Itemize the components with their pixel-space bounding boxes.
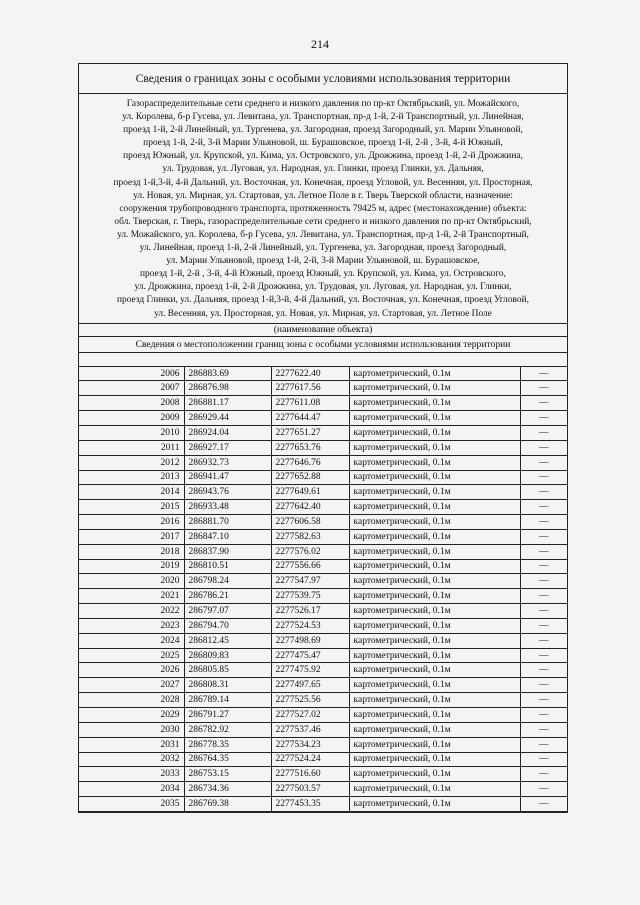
- method-cell: картометрический, 0.1м: [349, 425, 520, 440]
- description-line: ул. Можайского, ул. Королева, б-р Гусева, ул. Левитана, ул. Транспортная, пр-д 1-й, 2-й Транспортный,: [117, 229, 529, 240]
- x-coordinate-cell: 286929.44: [184, 411, 271, 426]
- method-cell: картометрический, 0.1м: [349, 544, 520, 559]
- x-coordinate-cell: 286808.31: [184, 678, 271, 693]
- error-cell: —: [520, 574, 567, 589]
- y-coordinate-cell: 2277534.23: [271, 737, 349, 752]
- error-cell: —: [520, 500, 567, 515]
- y-coordinate-cell: 2277652.88: [271, 470, 349, 485]
- error-cell: —: [520, 381, 567, 396]
- x-coordinate-cell: 286778.35: [184, 737, 271, 752]
- description-line: ул. Линейная, проезд 1-й, 2-й Линейный, ул. Тургенева, ул. Загородная, проезд Загородный,: [139, 243, 507, 254]
- error-cell: —: [520, 663, 567, 678]
- point-number-cell: 2035: [79, 797, 184, 812]
- y-coordinate-cell: 2277516.60: [271, 767, 349, 782]
- error-cell: —: [520, 515, 567, 530]
- error-cell: —: [520, 455, 567, 470]
- table-row: [79, 559, 567, 574]
- point-number-cell: 2008: [79, 396, 184, 411]
- table-row: [79, 381, 567, 396]
- y-coordinate-cell: 2277525.56: [271, 693, 349, 708]
- table-row: [79, 396, 567, 411]
- description-line: проезд Глинки, ул. Дальняя, проезд 1-й,3-й, 4-й Дальний, ул. Восточная, ул. Конечная, проезд Угловой,: [117, 295, 529, 306]
- error-cell: —: [520, 633, 567, 648]
- x-coordinate-cell: 286932.73: [184, 455, 271, 470]
- description-line: сооружения трубопроводного транспорта, протяженность 79425 м, адрес (местонахождение) объекта:: [119, 203, 527, 214]
- point-number-cell: 2019: [79, 559, 184, 574]
- description-line: ул. Королева, б-р Гусева, ул. Левитана, ул. Транспортная, пр-д 1-й, 2-й Транспортный, ул. Линейная,: [122, 112, 524, 123]
- method-cell: картометрический, 0.1м: [349, 455, 520, 470]
- point-number-cell: 2028: [79, 693, 184, 708]
- x-coordinate-cell: 286924.04: [184, 425, 271, 440]
- point-number-cell: 2010: [79, 425, 184, 440]
- x-coordinate-cell: 286805.85: [184, 663, 271, 678]
- y-coordinate-cell: 2277475.47: [271, 648, 349, 663]
- x-coordinate-cell: 286791.27: [184, 708, 271, 723]
- error-cell: —: [520, 752, 567, 767]
- point-number-cell: 2012: [79, 455, 184, 470]
- method-cell: картометрический, 0.1м: [349, 440, 520, 455]
- table-row: [79, 470, 567, 485]
- table-row: [79, 737, 567, 752]
- point-number-cell: 2013: [79, 470, 184, 485]
- x-coordinate-cell: 286782.92: [184, 722, 271, 737]
- method-cell: картометрический, 0.1м: [349, 708, 520, 723]
- table-row: [79, 767, 567, 782]
- error-cell: —: [520, 411, 567, 426]
- method-cell: картометрический, 0.1м: [349, 470, 520, 485]
- method-cell: картометрический, 0.1м: [349, 737, 520, 752]
- error-cell: —: [520, 396, 567, 411]
- error-cell: —: [520, 604, 567, 619]
- point-number-cell: 2033: [79, 767, 184, 782]
- method-cell: картометрический, 0.1м: [349, 722, 520, 737]
- error-cell: —: [520, 589, 567, 604]
- x-coordinate-cell: 286927.17: [184, 440, 271, 455]
- method-cell: картометрический, 0.1м: [349, 648, 520, 663]
- error-cell: —: [520, 722, 567, 737]
- y-coordinate-cell: 2277524.53: [271, 618, 349, 633]
- object-description: [79, 94, 567, 323]
- table-row: [79, 515, 567, 530]
- x-coordinate-cell: 286876.98: [184, 381, 271, 396]
- table-row: [79, 425, 567, 440]
- point-number-cell: 2027: [79, 678, 184, 693]
- zone-boundary-form: [78, 63, 568, 813]
- description-line: проезд 1-й,3-й, 4-й Дальний, ул. Восточная, ул. Конечная, проезд Угловой, ул. Весенняя, ул. Просторная,: [113, 177, 533, 188]
- point-number-cell: 2006: [79, 366, 184, 381]
- x-coordinate-cell: 286809.83: [184, 648, 271, 663]
- x-coordinate-cell: 286933.48: [184, 500, 271, 515]
- table-row: [79, 708, 567, 723]
- x-coordinate-cell: 286764.35: [184, 752, 271, 767]
- x-coordinate-cell: 286734.36: [184, 782, 271, 797]
- point-number-cell: 2021: [79, 589, 184, 604]
- page-number: 214: [311, 37, 329, 51]
- method-cell: картометрический, 0.1м: [349, 515, 520, 530]
- error-cell: —: [520, 737, 567, 752]
- point-number-cell: 2009: [79, 411, 184, 426]
- method-cell: картометрический, 0.1м: [349, 366, 520, 381]
- object-name-label: (наименование объекта): [79, 323, 567, 337]
- description-line: проезд 1-й, 2-й Линейный, ул. Тургенева, ул. Загородная, проезд Загородный, ул. Марии Ульяновой,: [123, 125, 523, 136]
- x-coordinate-cell: 286812.45: [184, 633, 271, 648]
- error-cell: —: [520, 470, 567, 485]
- point-number-cell: 2025: [79, 648, 184, 663]
- point-number-cell: 2031: [79, 737, 184, 752]
- x-coordinate-cell: 286837.90: [184, 544, 271, 559]
- x-coordinate-cell: 286769.38: [184, 797, 271, 812]
- table-row: [79, 485, 567, 500]
- table-row: [79, 663, 567, 678]
- y-coordinate-cell: 2277644.47: [271, 411, 349, 426]
- error-cell: —: [520, 782, 567, 797]
- method-cell: картометрический, 0.1м: [349, 411, 520, 426]
- point-number-cell: 2011: [79, 440, 184, 455]
- point-number-cell: 2007: [79, 381, 184, 396]
- y-coordinate-cell: 2277642.40: [271, 500, 349, 515]
- method-cell: картометрический, 0.1м: [349, 693, 520, 708]
- method-cell: картометрический, 0.1м: [349, 618, 520, 633]
- method-cell: картометрический, 0.1м: [349, 396, 520, 411]
- y-coordinate-cell: 2277653.76: [271, 440, 349, 455]
- point-number-cell: 2014: [79, 485, 184, 500]
- description-line: обл. Тверская, г. Тверь, газораспределительные сети среднего и низкого давления по пр-кт Октябрьский,: [114, 216, 532, 227]
- description-line: ул. Новая, ул. Мирная, ул. Стартовая, ул. Летное Поле в г. Тверь Тверской области, назначение:: [133, 190, 513, 201]
- y-coordinate-cell: 2277524.24: [271, 752, 349, 767]
- method-cell: картометрический, 0.1м: [349, 559, 520, 574]
- table-row: [79, 589, 567, 604]
- table-row: [79, 440, 567, 455]
- table-row: [79, 633, 567, 648]
- method-cell: картометрический, 0.1м: [349, 500, 520, 515]
- y-coordinate-cell: 2277547.97: [271, 574, 349, 589]
- table-row: [79, 693, 567, 708]
- method-cell: картометрический, 0.1м: [349, 604, 520, 619]
- point-number-cell: 2034: [79, 782, 184, 797]
- point-number-cell: 2024: [79, 633, 184, 648]
- y-coordinate-cell: 2277527.02: [271, 708, 349, 723]
- point-number-cell: 2016: [79, 515, 184, 530]
- point-number-cell: 2030: [79, 722, 184, 737]
- coordinates-table: [79, 366, 567, 812]
- error-cell: —: [520, 544, 567, 559]
- y-coordinate-cell: 2277582.63: [271, 529, 349, 544]
- error-cell: —: [520, 559, 567, 574]
- error-cell: —: [520, 485, 567, 500]
- table-row: [79, 604, 567, 619]
- description-line: ул. Весенняя, ул. Просторная, ул. Новая, ул. Мирная, ул. Стартовая, ул. Летное Поле: [154, 308, 492, 319]
- y-coordinate-cell: 2277611.08: [271, 396, 349, 411]
- x-coordinate-cell: 286883.69: [184, 366, 271, 381]
- y-coordinate-cell: 2277649.61: [271, 485, 349, 500]
- table-row: [79, 782, 567, 797]
- point-number-cell: 2023: [79, 618, 184, 633]
- method-cell: картометрический, 0.1м: [349, 767, 520, 782]
- x-coordinate-cell: 286753.15: [184, 767, 271, 782]
- table-row: [79, 678, 567, 693]
- y-coordinate-cell: 2277622.40: [271, 366, 349, 381]
- point-number-cell: 2032: [79, 752, 184, 767]
- x-coordinate-cell: 286847.10: [184, 529, 271, 544]
- table-row: [79, 574, 567, 589]
- x-coordinate-cell: 286943.76: [184, 485, 271, 500]
- method-cell: картометрический, 0.1м: [349, 797, 520, 812]
- method-cell: картометрический, 0.1м: [349, 529, 520, 544]
- point-number-cell: 2026: [79, 663, 184, 678]
- x-coordinate-cell: 286798.24: [184, 574, 271, 589]
- header-spacer: [79, 353, 567, 366]
- error-cell: —: [520, 693, 567, 708]
- x-coordinate-cell: 286786.21: [184, 589, 271, 604]
- point-number-cell: 2029: [79, 708, 184, 723]
- location-section-title: Сведения о местоположении границ зоны с особыми условиями использования территории: [79, 337, 567, 353]
- description-line: ул. Дрожжина, проезд 1-й, 2-й Дрожжина, ул. Трудовая, ул. Луговая, ул. Народная, ул. Глинки,: [134, 282, 512, 293]
- table-row: [79, 411, 567, 426]
- y-coordinate-cell: 2277617.56: [271, 381, 349, 396]
- point-number-cell: 2015: [79, 500, 184, 515]
- point-number-cell: 2022: [79, 604, 184, 619]
- error-cell: —: [520, 678, 567, 693]
- table-row: [79, 752, 567, 767]
- y-coordinate-cell: 2277526.17: [271, 604, 349, 619]
- x-coordinate-cell: 286881.17: [184, 396, 271, 411]
- y-coordinate-cell: 2277537.46: [271, 722, 349, 737]
- error-cell: —: [520, 618, 567, 633]
- table-row: [79, 529, 567, 544]
- error-cell: —: [520, 529, 567, 544]
- description-line: ул. Марии Ульяновой, проезд 1-й, 2-й, 3-й Марии Ульяновой, ш. Бурашовское,: [166, 256, 480, 267]
- error-cell: —: [520, 648, 567, 663]
- method-cell: картометрический, 0.1м: [349, 574, 520, 589]
- method-cell: картометрический, 0.1м: [349, 485, 520, 500]
- y-coordinate-cell: 2277646.76: [271, 455, 349, 470]
- x-coordinate-cell: 286881.70: [184, 515, 271, 530]
- form-title: Сведения о границах зоны с особыми условиями использования территории: [79, 64, 567, 94]
- table-row: [79, 455, 567, 470]
- error-cell: —: [520, 425, 567, 440]
- table-row: [79, 797, 567, 812]
- y-coordinate-cell: 2277453.35: [271, 797, 349, 812]
- y-coordinate-cell: 2277497.65: [271, 678, 349, 693]
- x-coordinate-cell: 286789.14: [184, 693, 271, 708]
- table-row: [79, 544, 567, 559]
- description-line: проезд 1-й, 2-й, 3-й Марии Ульяновой, ш. Бурашовское, проезд 1-й, 2-й , 3-й, 4-й Южный,: [143, 138, 503, 149]
- method-cell: картометрический, 0.1м: [349, 678, 520, 693]
- method-cell: картометрический, 0.1м: [349, 589, 520, 604]
- error-cell: —: [520, 440, 567, 455]
- table-row: [79, 618, 567, 633]
- x-coordinate-cell: 286941.47: [184, 470, 271, 485]
- method-cell: картометрический, 0.1м: [349, 782, 520, 797]
- y-coordinate-cell: 2277503.57: [271, 782, 349, 797]
- error-cell: —: [520, 797, 567, 812]
- y-coordinate-cell: 2277539.75: [271, 589, 349, 604]
- description-line: проезд 1-й, 2-й , 3-й, 4-й Южный, проезд Южный, ул. Крупской, ул. Кима, ул. Островского,: [140, 269, 506, 280]
- point-number-cell: 2018: [79, 544, 184, 559]
- table-row: [79, 722, 567, 737]
- table-row: [79, 648, 567, 663]
- y-coordinate-cell: 2277556.66: [271, 559, 349, 574]
- x-coordinate-cell: 286794.70: [184, 618, 271, 633]
- description-line: проезд Южный, ул. Крупской, ул. Кима, ул. Островского, ул. Дрожжина, проезд 1-й, 2-й Дрожжина,: [123, 151, 523, 162]
- method-cell: картометрический, 0.1м: [349, 633, 520, 648]
- table-row: [79, 500, 567, 515]
- y-coordinate-cell: 2277606.58: [271, 515, 349, 530]
- y-coordinate-cell: 2277498.69: [271, 633, 349, 648]
- table-row: [79, 366, 567, 381]
- point-number-cell: 2017: [79, 529, 184, 544]
- method-cell: картометрический, 0.1м: [349, 663, 520, 678]
- error-cell: —: [520, 708, 567, 723]
- method-cell: картометрический, 0.1м: [349, 381, 520, 396]
- y-coordinate-cell: 2277475.92: [271, 663, 349, 678]
- error-cell: —: [520, 366, 567, 381]
- x-coordinate-cell: 286797.07: [184, 604, 271, 619]
- point-number-cell: 2020: [79, 574, 184, 589]
- x-coordinate-cell: 286810.51: [184, 559, 271, 574]
- description-line: ул. Трудовая, ул. Луговая, ул. Народная, ул. Глинки, проезд Глинки, ул. Дальняя,: [162, 164, 484, 175]
- error-cell: —: [520, 767, 567, 782]
- method-cell: картометрический, 0.1м: [349, 752, 520, 767]
- y-coordinate-cell: 2277651.27: [271, 425, 349, 440]
- description-line: Газораспределительные сети среднего и низкого давления по пр-кт Октябрьский, ул. Можайского,: [126, 99, 520, 109]
- y-coordinate-cell: 2277576.02: [271, 544, 349, 559]
